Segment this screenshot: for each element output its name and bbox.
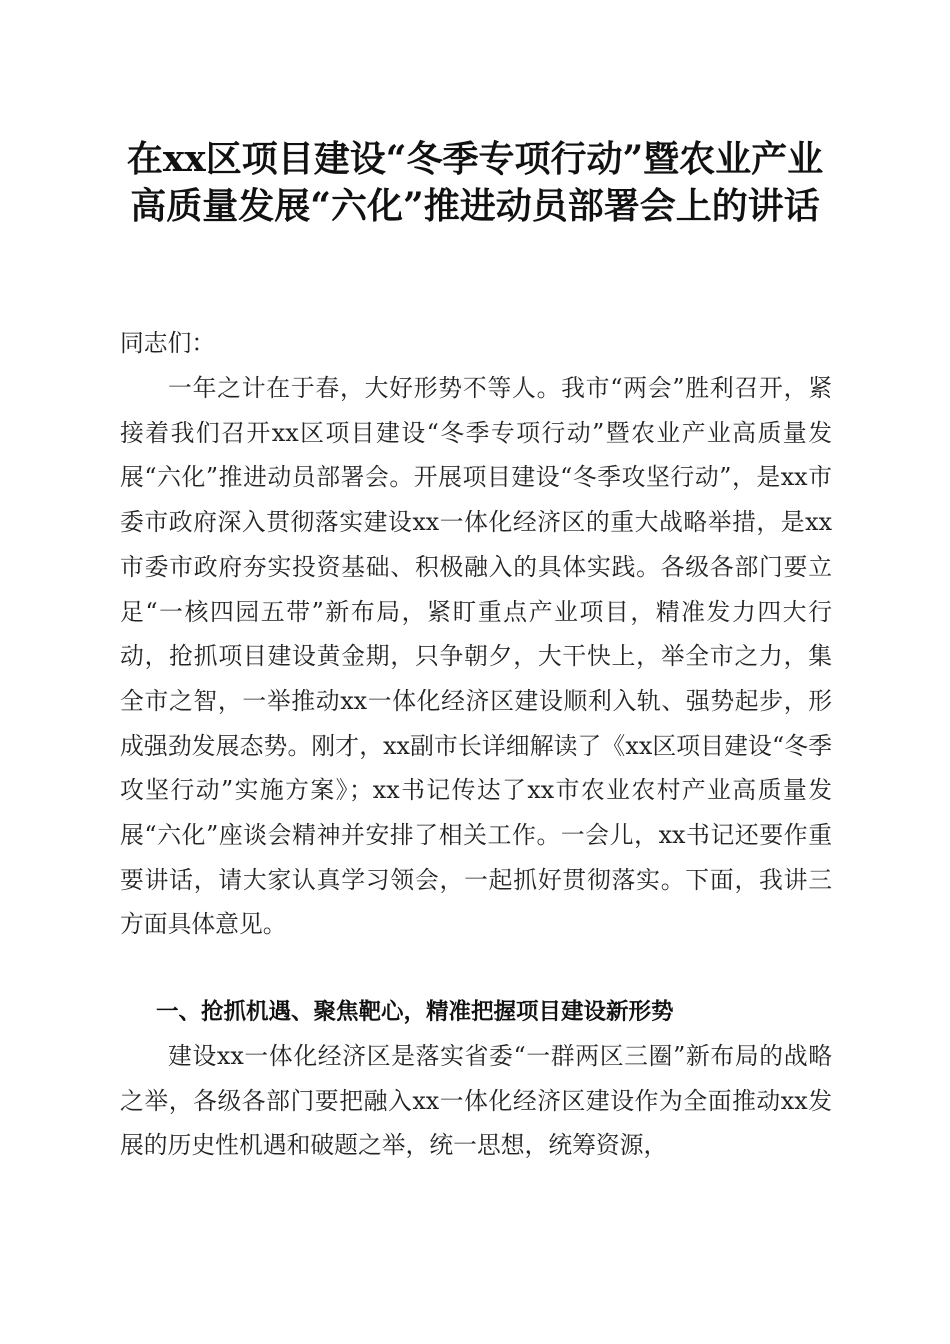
body-paragraph-2: 建设xx一体化经济区是落实省委“一群两区三圈”新布局的战略之举，各级各部门要把融入xx一体化经济区建设作为全面推动xx发展的历史性机遇和破题之举，统一思想，统筹资源， bbox=[120, 1042, 832, 1160]
salutation: 同志们： bbox=[120, 329, 216, 357]
body-paragraph-1: 一年之计在于春，大好形势不等人。我市“两会”胜利召开，紧接着我们召开xx区项目建设“冬季专项行动”暨农业产业高质量发展“六化”推进动员部署会。开展项目建设“冬季攻坚行动”，是xx市委市政府深入贯彻落实建设xx一体化经济区的重大战略举措，是xx市委市政府夯实投资基础、积极融入的具体实践。各级各部门要立足“一核四园五带”新布局，紧盯重点产业项目，精准发力四大行动，抢抓项目建设黄金期，只争朝夕，大干快上，举全市之力，集全市之智，一举推动xx一体化经济区建设顺利入轨、强势起步，形成强劲发展态势。刚才，xx副市长详细解读了《xx区项目建设“冬季攻坚行动”实施方案》；xx书记传达了xx市农业农村产业高质量发展“六化”座谈会精神并安排了相关工作。一会儿，xx书记还要作重要讲话，请大家认真学习领会，一起抓好贯彻落实。下面，我讲三方面具体意见。 bbox=[120, 374, 832, 939]
document-title: 在xx区项目建设“冬季专项行动”暨农业产业高质量发展“六化”推进动员部署会上的讲话 bbox=[126, 138, 824, 227]
section-heading-1: 一、抢抓机遇、聚焦靶心，精准把握项目建设新形势 bbox=[156, 999, 674, 1025]
